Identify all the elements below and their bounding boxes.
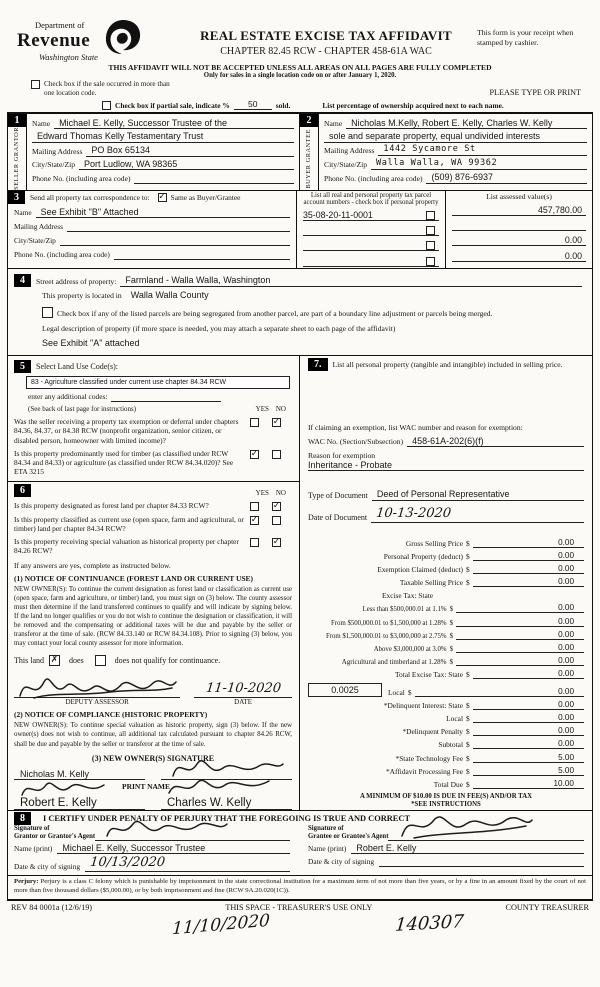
owner1-printed-name: Nicholas M. Kelly — [20, 768, 90, 779]
segregated-checkbox[interactable] — [42, 307, 53, 318]
seller-address-label: Mailing Address — [32, 146, 83, 156]
section-6-badge: 6 — [14, 484, 31, 497]
agtimber-field[interactable]: 0.00 — [456, 656, 584, 666]
doc-date-field[interactable] — [371, 507, 584, 523]
personal-property-checkbox-1[interactable] — [426, 211, 435, 220]
treasurer-stamp-area — [7, 910, 593, 955]
county-treasurer-label: COUNTY TREASURER — [505, 902, 589, 912]
section-1-badge: 1 — [8, 114, 26, 127]
does-not-label: does not qualify for continuance. — [114, 656, 221, 666]
assessor-date-line[interactable] — [194, 679, 292, 698]
single-location-note: Only for sales in a single location code on or after January 1, 2020. — [203, 72, 397, 79]
personal-property-checkbox-4[interactable] — [426, 257, 435, 266]
buyer-name-field-2[interactable]: sole and separate property, equal undivided interests — [324, 131, 587, 142]
same-as-buyer-checkbox[interactable]: ✓ — [158, 191, 166, 202]
exemption-note: If claiming an exemption, list WAC number and reason for exemption: — [308, 422, 523, 432]
buyer-name-label: Name — [324, 118, 343, 128]
historical-question: Is this property receiving special valuation as historical property per chapter 84.26 RCW? — [14, 537, 239, 556]
dollar-sign: $ — [466, 538, 470, 548]
total-due-field[interactable]: 10.00 — [473, 779, 584, 789]
deputy-assessor-signature-line[interactable] — [14, 668, 180, 698]
local-rate-box[interactable]: 0.0025 — [308, 683, 382, 697]
buyer-phone-field[interactable]: (509) 876-6937 — [426, 172, 587, 183]
forest-no-checkbox[interactable]: ✓ — [272, 500, 281, 511]
forest-land-question: Is this property designated as forest land per chapter 84.33 RCW? — [14, 500, 209, 510]
land-qualify-row — [14, 655, 292, 666]
receipt-note: This form is your receipt when stamped by cashier. — [477, 28, 574, 47]
corr-phone-field[interactable] — [114, 249, 290, 260]
subtotal-field[interactable]: 0.00 — [473, 739, 584, 749]
fee-label: *Delinquent Penalty — [402, 727, 463, 737]
tier-label: Above $3,000,000 at 3.0% — [373, 646, 447, 654]
revenue-wordmark: Revenue — [17, 30, 91, 51]
dollar-sign: $ — [466, 578, 470, 588]
fee-label: Local — [446, 713, 463, 723]
section-5-badge: 5 — [14, 360, 31, 373]
seller-grantor-label: SELLER GRANTOR — [13, 127, 21, 190]
seller-name-label: Name — [32, 118, 51, 128]
dollar-sign: $ — [449, 646, 453, 654]
land-use-section — [14, 360, 292, 477]
seller-phone-field[interactable] — [134, 173, 294, 184]
personal-property-checkbox-3[interactable] — [426, 241, 435, 250]
section-7-badge: 7. — [308, 358, 328, 371]
fee-label: Total Due — [433, 779, 463, 789]
type-or-print-label: PLEASE TYPE OR PRINT — [489, 88, 581, 97]
tax-correspondence-section — [8, 191, 592, 269]
fee-label: Subtotal — [438, 740, 463, 750]
corr-address-label: Mailing Address — [14, 222, 64, 232]
dollar-sign: $ — [466, 670, 470, 680]
located-in-field[interactable]: Walla Walla County — [130, 289, 209, 300]
timber-question: Is this property predominantly used for timber (as classified under RCW 84.34 and 84.33) or agriculture (as classified under RCW 84.34.020)? See ETA 3215 — [14, 448, 234, 477]
fee-label: Taxable Selling Price — [399, 578, 463, 588]
doc-type-field[interactable]: Deed of Personal Representative — [372, 489, 584, 500]
grantee-date-label: Date & city of signing — [308, 857, 375, 867]
exemption-no-checkbox[interactable]: ✓ — [272, 417, 281, 428]
form-header — [7, 0, 593, 62]
buyer-grantee-label: BUYER GRANTEE — [305, 128, 313, 189]
street-address-label: Street address of property: — [36, 276, 117, 286]
dollar-sign: $ — [449, 632, 453, 640]
section-3-badge: 3 — [8, 191, 25, 204]
timber-no-checkbox[interactable] — [272, 450, 281, 459]
dollar-sign: $ — [449, 619, 453, 627]
send-correspondence-label: Send all property tax correspondence to: — [30, 192, 150, 202]
property-address-section — [8, 269, 592, 356]
fee-label: *Delinquent Interest: State — [383, 700, 463, 710]
historical-no-checkbox[interactable]: ✓ — [272, 537, 281, 548]
grantor-date-label: Date & city of signing — [14, 862, 81, 872]
multi-location-label: Check box if the sale occurred in more than one location code. — [44, 80, 170, 97]
buyer-address-field[interactable]: 1442 Sycamore St — [378, 145, 587, 156]
grantee-name-label: Name (print) — [308, 844, 347, 854]
certify-statement: I CERTIFY UNDER PENALTY OF PERJURY THAT THE FOREGOING IS TRUE AND CORRECT — [43, 813, 411, 823]
corr-city-field[interactable] — [60, 235, 290, 246]
personal-property-blank-area[interactable] — [308, 371, 584, 423]
grantor-date-field[interactable] — [85, 856, 290, 872]
reason-field[interactable]: Inheritance - Probate — [308, 460, 584, 471]
seller-name-field[interactable]: Michael E. Kelly, Successor Trustee of the — [54, 118, 294, 129]
land-use-code-select[interactable]: 83 - Agriculture classified under current use chapter 84.34 RCW — [26, 376, 290, 389]
taxable-selling-price-field[interactable]: 0.00 — [473, 577, 584, 587]
dor-swirl-logo-icon — [103, 18, 143, 58]
buyer-city-label: City/State/Zip — [324, 159, 368, 169]
does-not-qualify-checkbox[interactable] — [95, 655, 106, 666]
treasurer-space-label: THIS SPACE - TREASURER'S USE ONLY — [225, 902, 373, 912]
form-title-block — [175, 20, 477, 62]
if-yes-note: If any answers are yes, complete as instructed below. — [14, 560, 171, 570]
section-8-badge: 8 — [14, 812, 31, 825]
corr-name-label: Name — [14, 208, 32, 218]
dollar-sign: $ — [466, 565, 470, 575]
grantee-date-field[interactable] — [379, 856, 584, 867]
fee-label: *State Technology Fee — [395, 753, 463, 763]
washington-state-label: Washington State — [39, 52, 98, 62]
assessed-value-field-3[interactable]: 0.00 — [452, 235, 586, 246]
legal-description-label: Legal description of property (if more space is needed, you may attach a separate sheet to each page of the affidavit) — [42, 323, 396, 333]
owner3-printed-name: Charles W. Kelly — [167, 796, 252, 809]
compliance-heading: (2) NOTICE OF COMPLIANCE (HISTORIC PROPERTY) — [14, 710, 208, 720]
buyer-address-label: Mailing Address — [324, 146, 375, 156]
print-name-label: PRINT NAME — [122, 781, 170, 791]
partial-sale-label: Check box if partial sale, indicate % — [115, 101, 230, 110]
doc-date-label: Date of Document — [308, 512, 368, 522]
owner2-printed-name: Robert E. Kelly — [20, 796, 97, 809]
see-instructions-note: *SEE INSTRUCTIONS — [411, 800, 481, 808]
seeback-label: (See back of last page for instructions) — [28, 405, 137, 414]
grantor-name-field[interactable]: Michael E. Kelly, Successor Trustee — [57, 843, 290, 854]
delinquent-penalty-field[interactable]: 0.00 — [473, 726, 584, 736]
seller-city-label: City/State/Zip — [32, 160, 76, 170]
owner2-signature-line[interactable] — [14, 793, 145, 810]
dollar-sign: $ — [466, 779, 470, 789]
dollar-sign: $ — [466, 727, 470, 737]
treasurer-stamp-number: 140307 — [394, 910, 465, 936]
fee-label: *Affidavit Processing Fee — [385, 766, 463, 776]
exemption-claimed-field[interactable]: 0.00 — [473, 564, 584, 574]
personal-property-section — [300, 356, 592, 810]
reason-label: Reason for exemption — [308, 450, 376, 460]
excise-tax-state-header: Excise Tax: State — [382, 591, 434, 601]
local-excise-field[interactable]: 0.00 — [415, 687, 584, 697]
tier-label: From $500,000.01 to $1,500,000 at 1.28% — [331, 619, 447, 627]
fee-label: Gross Selling Price — [405, 538, 463, 548]
acceptance-warning: THIS AFFIDAVIT WILL NOT BE ACCEPTED UNLESS ALL AREAS ON ALL PAGES ARE FULLY COMPLETED — [108, 63, 492, 72]
land-use-title: Select Land Use Code(s): — [36, 361, 118, 371]
street-address-field[interactable]: Farmland - Walla Walla, Washington — [120, 275, 582, 286]
form-chapter: CHAPTER 82.45 RCW - CHAPTER 458-61A WAC — [220, 46, 432, 57]
partial-sale-row — [7, 98, 593, 112]
assessor-date-value: 11-10-2020 — [204, 681, 282, 697]
grantee-signature — [394, 808, 534, 842]
ownership-note: List percentage of ownership acquired next to each name. — [322, 101, 504, 110]
deputy-assessor-label: DEPUTY ASSESSOR — [65, 698, 129, 707]
legal-description-field[interactable]: See Exhibit "A" attached — [42, 337, 140, 348]
multi-location-checkbox[interactable] — [31, 80, 40, 89]
owner3-signature — [165, 773, 275, 799]
rev-number: REV 84 0001a (12/6/19) — [11, 902, 93, 912]
grantor-name-label: Name (print) — [14, 844, 53, 854]
buyer-section — [300, 114, 592, 190]
grantor-date-value: 10/13/2020 — [89, 855, 166, 871]
dollar-sign: $ — [466, 713, 470, 723]
dollar-sign: $ — [466, 740, 470, 750]
continuance-paragraph: NEW OWNER(S): To continue the current designation as forest land or classification as current use (open space, farm and agriculture, or timber) land, you must sign on (3) below. The county assessor must then determine if the land transferred continues to qualify and will indicate by signing below. If the land no longer qualifies or you do not wish to continue the designation or classification, it will be removed and the compensating or additional taxes will be due and payable by the seller or transferor at the time of sale. (RCW 84.33.140 or RCW 84.34.108). Prior to signing (3) below, you may contact your local county assessor for more information. — [14, 585, 292, 648]
new-owners-signature-heading: (3) NEW OWNER(S) SIGNATURE — [91, 753, 215, 763]
dollar-sign: $ — [449, 606, 453, 614]
dollar-sign: $ — [449, 658, 453, 667]
grantee-signature-line[interactable] — [388, 826, 584, 841]
tier2-field[interactable]: 0.00 — [456, 617, 584, 627]
treasurer-stamp-date: 11/10/2020 — [171, 910, 271, 940]
dollar-sign: $ — [466, 700, 470, 710]
parcel-number-field[interactable]: 35-08-20-11-0001 — [303, 210, 373, 221]
seller-section — [8, 114, 300, 190]
partial-sale-suffix: sold. — [275, 101, 291, 110]
wac-label: WAC No. (Section/Subsection) — [308, 436, 404, 446]
grantor-signature — [101, 814, 231, 842]
dollar-sign: $ — [466, 551, 470, 561]
timber-yes-checkbox[interactable]: ✓ — [250, 448, 259, 459]
certification-section — [8, 811, 592, 877]
tier-label: Less than $500,000.01 at 1.1% — [362, 606, 447, 614]
designation-section — [8, 481, 299, 810]
owner3-signature-line[interactable] — [161, 793, 292, 810]
personal-property-title: List all personal property (tangible and intangible) included in selling price. — [332, 359, 563, 369]
dollar-sign: $ — [466, 766, 470, 776]
assessed-value-field-2[interactable] — [452, 220, 586, 231]
local-label: Local — [388, 687, 405, 697]
located-in-label: This property is located in — [42, 290, 122, 300]
buyer-phone-label: Phone No. (including area code) — [324, 173, 423, 183]
perjury-label: Perjury: — [14, 878, 39, 886]
corr-city-label: City/State/Zip — [14, 236, 56, 246]
partial-sale-percent-field[interactable]: 50 — [234, 99, 272, 110]
perjury-text: Perjury is a class C felony which is punishable by imprisonment in the state correctional institution for a maximum term of not more than five years, or by a fine in an amount fixed by the court of not more than five thousand dollars ($5,000.00), or by both imprisonment and fine (RCW 9A.20.020(1C)). — [14, 878, 586, 894]
buyer-city-field[interactable]: Walla Walla, WA 99362 — [371, 159, 587, 170]
personal-property-checkbox-2[interactable] — [426, 226, 435, 235]
parcel-header: List all real and personal property tax parcel account numbers - check box if personal property — [303, 191, 439, 206]
partial-sale-checkbox[interactable] — [102, 101, 111, 110]
grantor-signature-line[interactable] — [95, 826, 290, 841]
seller-address-field[interactable]: PO Box 65134 — [86, 145, 294, 156]
does-label: does — [69, 656, 84, 666]
forest-yes-checkbox[interactable] — [250, 502, 259, 511]
deputy-assessor-signature — [14, 668, 179, 702]
delinquent-interest-local-field[interactable]: 0.00 — [473, 713, 584, 723]
assessed-value-field-1[interactable]: 457,780.00 — [452, 205, 586, 216]
current-use-no-checkbox[interactable] — [272, 516, 281, 525]
tier-label: From $1,500,000.01 to $3,000,000 at 2.75% — [325, 632, 447, 640]
affidavit-processing-fee-field[interactable]: 5.00 — [473, 766, 584, 776]
historical-yes-checkbox[interactable] — [250, 538, 259, 547]
dollar-sign: $ — [466, 753, 470, 763]
doc-date-value: 10-13-2020 — [375, 505, 452, 521]
assessed-value-field-4[interactable]: 0.00 — [452, 251, 586, 262]
state-technology-fee-field[interactable]: 5.00 — [473, 753, 584, 763]
assessed-value-header: List assessed value(s) — [486, 191, 552, 201]
grantee-signature-label: Signature of Grantee or Grantee's Agent — [308, 824, 389, 840]
total-excise-state-field[interactable]: 0.00 — [473, 669, 584, 679]
perjury-notice — [8, 876, 592, 899]
section-2-badge: 2 — [300, 114, 318, 127]
gross-selling-price-field[interactable]: 0.00 — [473, 538, 584, 548]
doc-type-label: Type of Document — [308, 490, 368, 500]
form-title: REAL ESTATE EXCISE TAX AFFIDAVIT — [200, 28, 452, 43]
multi-location-row — [31, 80, 181, 98]
corr-name-field[interactable]: See Exhibit "B" Attached — [36, 207, 290, 218]
dor-logo-block — [17, 20, 175, 62]
seller-city-field[interactable]: Port Ludlow, WA 98365 — [79, 159, 294, 170]
tier1-field[interactable]: 0.00 — [456, 603, 584, 613]
corr-phone-label: Phone No. (including area code) — [14, 250, 110, 260]
seller-phone-label: Phone No. (including area code) — [32, 173, 131, 183]
grantor-signature-label: Signature of Grantor or Grantor's Agent — [14, 824, 96, 840]
dept-of-label: Department of — [35, 20, 85, 30]
current-use-question: Is this property classified as current use (open space, farm and agricultural, or timber) land per chapter 84.34 RCW? — [14, 514, 244, 533]
fee-label: Total Excise Tax: State — [395, 670, 463, 680]
does-qualify-checkbox[interactable]: ✗ — [50, 655, 59, 666]
date-label: DATE — [234, 698, 253, 707]
personal-property-deduct-field[interactable]: 0.00 — [473, 551, 584, 561]
this-land-label: This land — [14, 656, 44, 666]
delinquent-interest-state-field[interactable]: 0.00 — [473, 700, 584, 710]
minimum-due-note: A MINIMUM OF $10.00 IS DUE IN FEE(S) AND/OR TAX — [359, 792, 533, 800]
same-as-buyer-label: Same as Buyer/Grantee — [170, 192, 241, 202]
buyer-name-field[interactable]: Nicholas M.Kelly, Robert E. Kelly, Charles W. Kelly — [346, 118, 587, 129]
corr-address-field[interactable] — [67, 221, 290, 232]
yes-no-header-2: YES NO — [255, 488, 286, 497]
tier4-field[interactable]: 0.00 — [456, 643, 584, 653]
seller-name-field-2[interactable]: Edward Thomas Kelly Testamentary Trust — [32, 131, 294, 142]
exemption-yes-checkbox[interactable] — [250, 418, 259, 427]
segregated-label: Check box if any of the listed parcels are being segregated from another parcel, are part of a boundary line adjustment or parcels being merged. — [57, 308, 493, 318]
continuance-heading: (1) NOTICE OF CONTINUANCE (FOREST LAND OR CURRENT USE) — [14, 573, 254, 583]
fee-label: Personal Property (deduct) — [383, 551, 463, 561]
tier-label: Agricultural and timberland at 1.28% — [341, 658, 447, 667]
additional-codes-field[interactable] — [111, 391, 221, 402]
compliance-paragraph: NEW OWNER(S): To continue special valuation as historic property, sign (3) below. If the new owner(s) does not wish to continue, all additional tax calculated pursuant to chapter 84.26 RCW, shall be due and payable by the seller or transferor at the time of sale. — [14, 722, 292, 748]
yes-no-header: YES NO — [255, 405, 286, 414]
wac-field[interactable]: 458-61A-202(6)(f) — [407, 436, 584, 447]
additional-codes-label: enter any additional codes: — [28, 392, 108, 402]
grantee-name-field[interactable]: Robert E. Kelly — [351, 843, 584, 854]
tier3-field[interactable]: 0.00 — [456, 630, 584, 640]
exemption-question: Was the seller receiving a property tax exemption or deferral under chapters 84.36, 84.37, or 84.38 RCW (nonprofit organization, senior citizen, or disabled person, homeowner with limited income)? — [14, 417, 239, 445]
section-4-badge: 4 — [14, 274, 31, 287]
current-use-yes-checkbox[interactable]: ✓ — [250, 514, 259, 525]
dollar-sign: $ — [407, 687, 412, 697]
form-footer — [7, 901, 593, 913]
fee-label: Exemption Claimed (deduct) — [377, 565, 463, 575]
